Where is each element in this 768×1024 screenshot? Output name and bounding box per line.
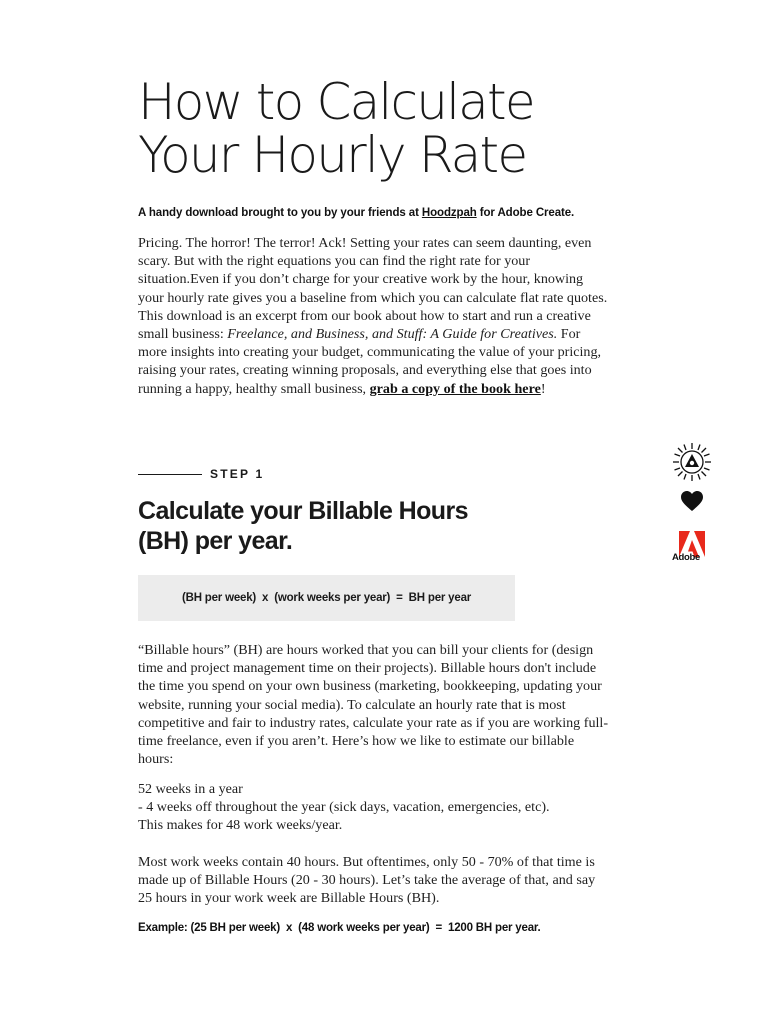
title-line-2: Your Hourly Rate xyxy=(138,126,527,184)
hoodzpah-link[interactable]: Hoodzpah xyxy=(421,207,477,219)
step-rule xyxy=(138,474,202,475)
example-line: Example: (25 BH per week) x (48 work weeks per year) = 1200 BH per year. xyxy=(138,922,541,934)
adobe-wordmark: Adobe xyxy=(671,552,701,563)
step-heading: Calculate your Billable Hours (BH) per year. xyxy=(138,497,468,555)
work-week-paragraph: Most work weeks contain 40 hours. But oftentimes, only 50 - 70% of that time is made up of Billable Hours (20 - 30 hours). Let’s take the average of that, and say 25 hours in your work week are Billable Hours (BH). xyxy=(138,854,596,907)
intro-text: A handy download brought to you by your friends at xyxy=(138,207,422,219)
page-title xyxy=(138,73,608,184)
formula-text: (BH per week) x (work weeks per year) = BH per year xyxy=(181,592,472,604)
para1-text-2: For more insights into creating your budget, communicating the value of your pricing, raising your rates, creating winning proposals, and everything else that goes into running a happy, healthy small business, xyxy=(138,326,602,397)
formula-box xyxy=(138,575,515,621)
book-link[interactable]: grab a copy of the book here xyxy=(369,380,541,397)
para1-end: ! xyxy=(540,380,546,397)
title-line-1: How to Calculate xyxy=(138,73,534,131)
weeks-line-2: - 4 weeks off throughout the year (sick days, vacation, emergencies, etc). xyxy=(138,799,550,816)
weeks-line-1: 52 weeks in a year xyxy=(138,781,243,797)
book-title: Freelance, and Business, and Stuff: A Guide for Creatives. xyxy=(227,326,558,343)
step-label: STEP 1 xyxy=(210,467,265,481)
intro-text-end: for Adobe Create. xyxy=(476,207,575,219)
intro-paragraph xyxy=(138,234,608,398)
intro-line xyxy=(138,206,608,220)
step-marker xyxy=(138,466,264,482)
weeks-line-3: This makes for 48 work weeks/year. xyxy=(138,817,343,834)
hoodzpah-badge-icon xyxy=(672,442,712,482)
heart-icon xyxy=(680,490,704,512)
weeks-paragraph xyxy=(138,780,608,835)
para1-text: Pricing. The horror! The terror! Ack! Setting your rates can seem daunting, even scary. But with the right equations you can find the right rate for your situation.Even if you don’t charge for your creative work by the hour, knowing your hourly rate gives you a baseline from which you can calculate flat rate quotes. This download is an excerpt from our book about how to start and run a creative small business: xyxy=(138,235,608,343)
billable-hours-paragraph: “Billable hours” (BH) are hours worked that you can bill your clients for (design time and project management time on their projects). Billable hours don't include the time you spend on your own business (marketing, bookkeeping, updating your website, running your social media). To calculate an hourly rate that is most competitive and fair to industry rates, calculate your rate as if you are working full-time freelance, even if you aren’t. Here’s how we like to estimate our billable hours: xyxy=(138,642,609,768)
